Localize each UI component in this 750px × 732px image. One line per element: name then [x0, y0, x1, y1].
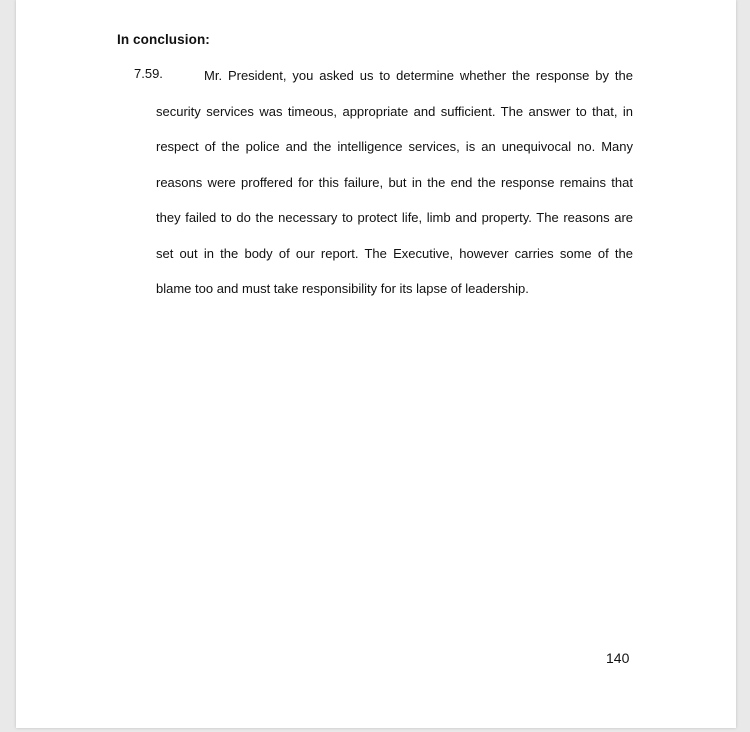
section-heading: In conclusion:	[117, 32, 210, 47]
document-page	[16, 0, 736, 728]
paragraph-text: Mr. President, you asked us to determine whether the response by the security services was timeous, appropriate and sufficient. The answer to that, in respect of the police and the intelligence services, is an unequivocal no. Many reasons were proffered for this failure, but in the end the response remains that they failed to do the necessary to protect life, limb and property. The reasons are set out in the body of our report. The Executive, however carries some of the blame too and must take responsibility for its lapse of leadership.	[156, 68, 633, 296]
page-number: 140	[606, 650, 630, 666]
paragraph-number: 7.59.	[134, 66, 163, 81]
